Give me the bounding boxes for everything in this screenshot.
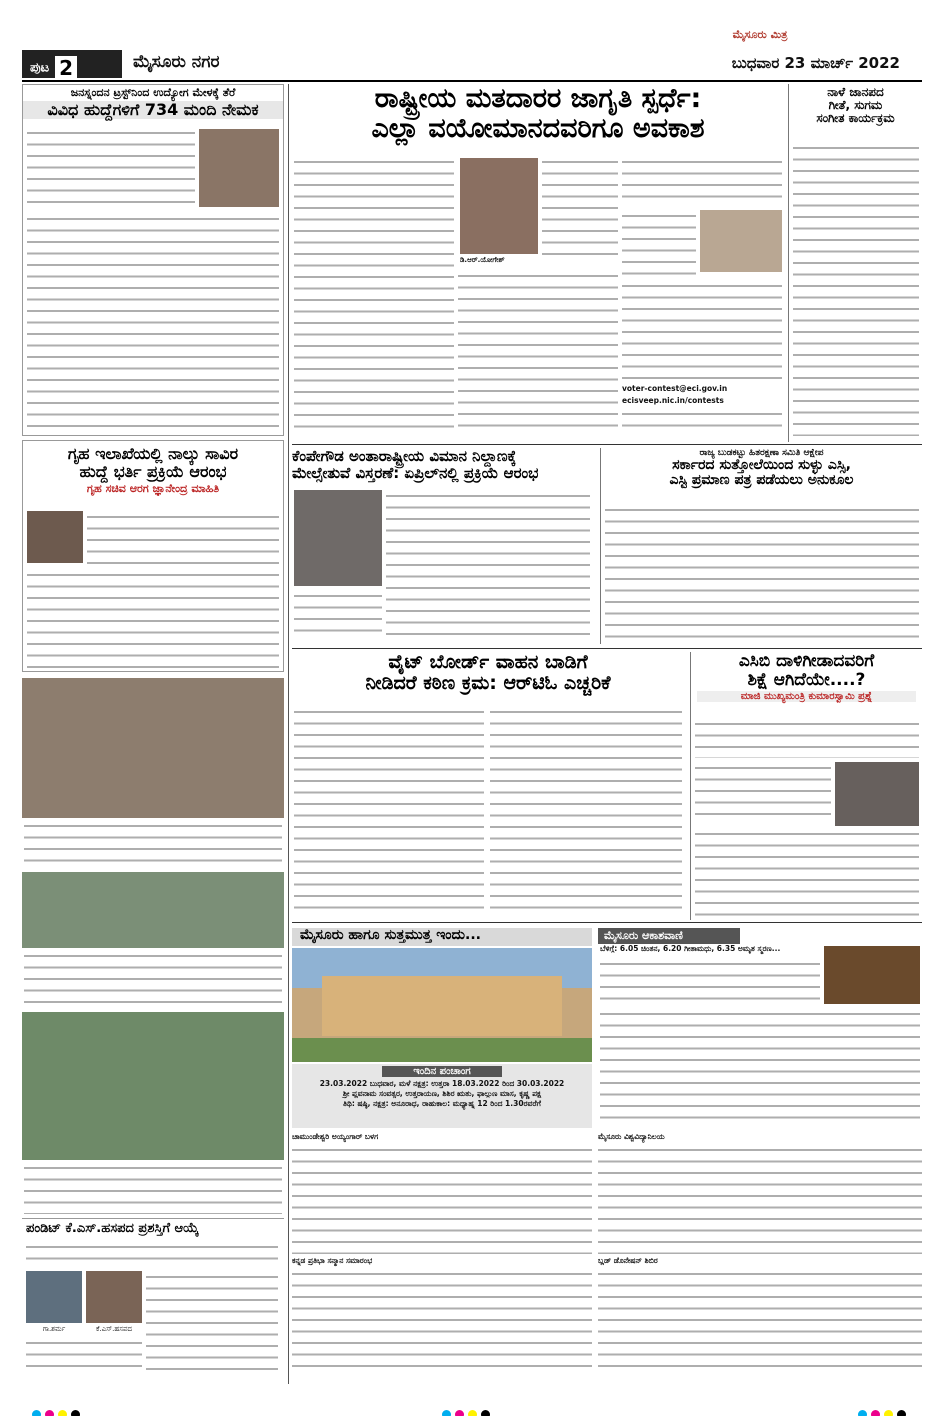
radio-icon: [824, 946, 920, 1004]
whiteboard-headline-2: ನೀಡಿದರೆ ಕಠಿಣ ಕ್ರಮ: ಆರ್‌ಟಿಓ ಎಚ್ಚರಿಕೆ: [365, 671, 611, 694]
quiz-body-col-2a: [542, 156, 618, 256]
sc-st-body-text: [605, 504, 919, 640]
pandit-photo-2: [86, 1271, 142, 1323]
article-police: [22, 440, 284, 672]
jobs-photo: [199, 129, 279, 207]
acb-hdk-photo: [835, 762, 919, 826]
sc-st-headline-1: ಸರ್ಕಾರದ ಸುತ್ತೋಲೆಯಿಂದ ಸುಳ್ಳು ಎಸ್ಸಿ,: [672, 457, 851, 473]
article-folk: [788, 84, 922, 442]
radio-box: [598, 928, 922, 1128]
police-headline-1: ಗೃಹ ಇಲಾಖೆಯಲ್ಲಿ ನಾಲ್ಕು ಸಾವಿರ: [67, 444, 239, 463]
quiz-body-col-1: [294, 156, 454, 436]
dateline: ಬುಧವಾರ 23 ಮಾರ್ಚ್ 2022: [731, 54, 900, 72]
quiz-body-col-2b: [458, 270, 618, 436]
article-sc-st: [600, 448, 922, 644]
panchanga-box: [292, 1064, 592, 1128]
cyan-dot: [442, 1410, 451, 1416]
quiz-headline-2: ಎಲ್ಲಾ ವಯೋಮಾನದವರಿಗೂ ಅವಕಾಶ: [371, 112, 705, 144]
event-line-2: ಕನ್ನಡ ಪ್ರತಿಭಾ ಸನ್ಮಾನ ಸಮಾರಂಭ: [292, 1256, 373, 1265]
quiz-body-col-3a: [622, 156, 782, 206]
pandit-headline: ಪಂಡಿಟ್ ಕೆ.ಎಸ್.ಹಸಪದ ಪ್ರಶಸ್ತಿಗೆ ಆಯ್ಕೆ: [26, 1221, 199, 1236]
panchanga-line-2: ಶ್ರೀ ಪ್ಲವನಾಮ ಸಂವತ್ಸರ, ಉತ್ತರಾಯಣ, ಶಿಶಿರ ಋತು, ಫಾಲ್ಗುಣ ಮಾಸ, ಕೃಷ್ಣ ಪಕ್ಷ: [342, 1089, 542, 1098]
panchanga-title: ಇಂದಿನ ಪಂಚಾಂಗ: [382, 1066, 502, 1077]
radio-lead: ಬೆಳಿಗ್ಗೆ: 6.05 ಚಿಂತನ, 6.20 ಗೀತಾಮಧು, 6.35 ಅಮೃತ ಸ್ಮರಣ...: [600, 944, 781, 953]
radio-body-text-2: [600, 1008, 920, 1124]
pandit-photo-1: [26, 1271, 82, 1323]
black-dot: [481, 1410, 490, 1416]
airport-body-text-2: [294, 590, 382, 640]
article-voter-quiz: [292, 84, 784, 442]
event-photo-1: [22, 678, 284, 818]
magenta-dot: [871, 1410, 880, 1416]
event-photo-2: [22, 872, 284, 948]
article-airport: [292, 448, 592, 644]
quiz-body-col-3c: [622, 280, 782, 380]
event-line-4: ಬ್ಲಡ್ ಡೊನೇಷನ್ ಶಿಬಿರ: [598, 1256, 658, 1265]
event-listings-text-4: [598, 1268, 922, 1376]
event-listings-text-3: [598, 1144, 922, 1254]
police-minister-photo: [27, 511, 83, 563]
today-banner-text: ಮೈಸೂರು ಹಾಗೂ ಸುತ್ತಮುತ್ತ ಇಂದು...: [300, 928, 481, 943]
quiz-body-col-3d: [622, 408, 782, 436]
brand-name: ಮೈಸೂರು ಮಿತ್ರ: [732, 28, 788, 41]
registration-marks-center: [440, 1404, 500, 1416]
palace-building: [322, 976, 562, 1036]
event-caption-3: [24, 1162, 282, 1214]
event-listings-text-1: [292, 1144, 592, 1254]
airport-cm-photo: [294, 490, 382, 586]
airport-body-text: [386, 490, 590, 640]
yellow-dot: [884, 1410, 893, 1416]
event-listings-left: [292, 1132, 592, 1380]
folk-headline-2: ಗೀತೆ, ಸುಗಮ: [828, 98, 883, 113]
pandit-caption-1: ಗಾ.ಶರ್ಮ: [42, 1325, 66, 1333]
black-dot: [897, 1410, 906, 1416]
yellow-dot: [468, 1410, 477, 1416]
whiteboard-body-col-1: [294, 706, 484, 916]
palace-photo: [292, 948, 592, 1062]
top-strip: [0, 0, 945, 22]
police-body-text-2: [27, 569, 279, 669]
cyan-dot: [858, 1410, 867, 1416]
sc-st-headline-2: ಎಸ್ಟಿ ಪ್ರಮಾಣ ಪತ್ರ ಪಡೆಯಲು ಅನುಕೂಲ: [669, 472, 854, 489]
acb-headline-2: ಶಿಕ್ಷೆ ಆಗಿದೆಯೇ....?: [747, 669, 866, 690]
event-line-3: ಮೈಸೂರು ವಿಶ್ವವಿದ್ಯಾನಿಲಯ: [598, 1132, 665, 1141]
jobs-headline: ವಿವಿಧ ಹುದ್ದೆಗಳಿಗೆ 734 ಮಂದಿ ನೇಮಕ: [23, 101, 283, 119]
acb-body-text: [695, 718, 919, 758]
masthead-rule: [22, 80, 922, 82]
police-body-text: [87, 511, 279, 567]
whiteboard-headline-1: ವೈಟ್ ಬೋರ್ಡ್ ವಾಹನ ಬಾಡಿಗೆ: [388, 652, 588, 673]
quiz-link-2[interactable]: ecisveep.nic.in/contests: [622, 396, 724, 405]
folk-headline-1: ನಾಳೆ ಜಾನಪದ: [827, 85, 884, 99]
section-title: ಮೈಸೂರು ನಗರ: [133, 52, 220, 72]
pandit-body-text-2: [146, 1271, 278, 1371]
airport-headline-2: ಮೇಲ್ಸೇತುವೆ ವಿಸ್ತರಣೆ: ಏಪ್ರಿಲ್‌ನಲ್ಲಿ ಪ್ರಕ್ರಿಯೆ ಆರಂಭ: [292, 463, 539, 482]
jobs-kicker: ಜನಸ್ನಂದನ ಟ್ರಸ್ಟ್‌ನಿಂದ ಉದ್ಯೋಗ ಮೇಳಕ್ಕೆ ತೆರೆ: [70, 86, 236, 99]
acb-body-text-3: [695, 828, 919, 916]
magenta-dot: [45, 1410, 54, 1416]
event-caption-1: [24, 820, 282, 870]
pandit-body-text-3: [26, 1337, 142, 1373]
event-line-1: ಚಾಮುಂಡೇಶ್ವರಿ ಅಯ್ಯಂಗಾರ್ ಬಳಗ: [292, 1132, 379, 1141]
pandit-body-text: [26, 1241, 278, 1267]
article-jobs: [22, 84, 284, 436]
registration-marks-left: [30, 1404, 90, 1416]
panchanga-line-3: ತಿಥಿ: ಷಷ್ಠಿ, ನಕ್ಷತ್ರ: ಅನೂರಾಧ, ರಾಹುಕಾಲ: ಮಧ್ಯಾಹ್ನ 12 ರಿಂದ 1.30ರವರೆಗೆ: [343, 1099, 541, 1108]
quiz-headline-1: ರಾಷ್ಟ್ರೀಯ ಮತದಾರರ ಜಾಗೃತಿ ಸ್ಪರ್ಧೆ:: [374, 84, 702, 114]
pandit-caption-2: ಕೆ.ಎಸ್.ಹಸಪದ: [96, 1325, 132, 1333]
acb-byline: ಮಾಜಿ ಮುಖ್ಯಮಂತ್ರಿ ಕುಮಾರಸ್ವಾಮಿ ಪ್ರಶ್ನೆ: [697, 691, 916, 702]
quiz-body-col-3b: [622, 210, 696, 280]
page-label: ಪುಟ: [30, 60, 50, 76]
radio-title: ಮೈಸೂರು ಆಕಾಶವಾಣಿ: [598, 928, 740, 944]
sc-st-kicker: ರಾಜ್ಯ ಬುಡಕಟ್ಟು ಹಿತರಕ್ಷಣಾ ಸಮಿತಿ ಆಕ್ಷೇಪ: [699, 448, 824, 458]
event-listings-text-2: [292, 1268, 592, 1376]
quiz-ink-photo: [700, 210, 782, 272]
acb-body-text-2: [695, 762, 831, 822]
panchanga-line-1: 23.03.2022 ಬುಧವಾರ, ಮಳೆ ನಕ್ಷತ್ರ: ಉತ್ತರಾ 18.03.2022 ರಿಂದ 30.03.2022: [319, 1079, 565, 1088]
airport-headline-1: ಕೆಂಪೇಗೌಡ ಅಂತಾರಾಷ್ಟ್ರೀಯ ವಿಮಾನ ನಿಲ್ದಾಣಕ್ಕೆ: [292, 448, 517, 465]
event-photo-3: [22, 1012, 284, 1160]
jobs-body-text-2: [27, 213, 279, 433]
whiteboard-body-col-2: [490, 706, 682, 916]
police-byline: ಗೃಹ ಸಚಿವ ಆರಗ ಜ್ಞಾನೇಂದ್ರ ಮಾಹಿತಿ: [86, 482, 220, 496]
black-dot: [71, 1410, 80, 1416]
rule-3: [292, 922, 922, 923]
quiz-photo-caption: ಡಿ.ಆರ್.ಯೋಗೇಶ್: [460, 256, 505, 264]
event-listings-right: [598, 1132, 922, 1380]
article-pandit: [22, 1218, 284, 1380]
registration-marks-right: [856, 1404, 916, 1416]
rule-2: [292, 648, 922, 649]
quiz-link-1[interactable]: voter-contest@eci.gov.in: [622, 384, 728, 393]
rule-1: [292, 444, 922, 445]
police-headline-2: ಹುದ್ದೆ ಭರ್ತಿ ಪ್ರಕ್ರಿಯೆ ಆರಂಭ: [79, 461, 227, 481]
cyan-dot: [32, 1410, 41, 1416]
radio-body-text: [600, 958, 820, 1006]
folk-headline-3: ಸಂಗೀತ ಕಾರ್ಯಕ್ರಮ: [816, 111, 895, 126]
quiz-photo: [460, 158, 538, 254]
jobs-body-text: [27, 127, 195, 207]
article-acb: [690, 652, 922, 920]
today-banner: [292, 928, 592, 946]
palace-lawn: [292, 1038, 592, 1062]
yellow-dot: [58, 1410, 67, 1416]
event-caption-2: [24, 950, 282, 1008]
acb-headline-1: ಎಸಿಬಿ ದಾಳಿಗೀಡಾದವರಿಗೆ: [738, 652, 875, 671]
folk-body-text: [793, 142, 919, 436]
magenta-dot: [455, 1410, 464, 1416]
page-number-box: [22, 50, 122, 78]
article-whiteboard: [292, 652, 684, 920]
column-divider: [288, 84, 289, 1384]
page-number: 2: [55, 56, 77, 78]
